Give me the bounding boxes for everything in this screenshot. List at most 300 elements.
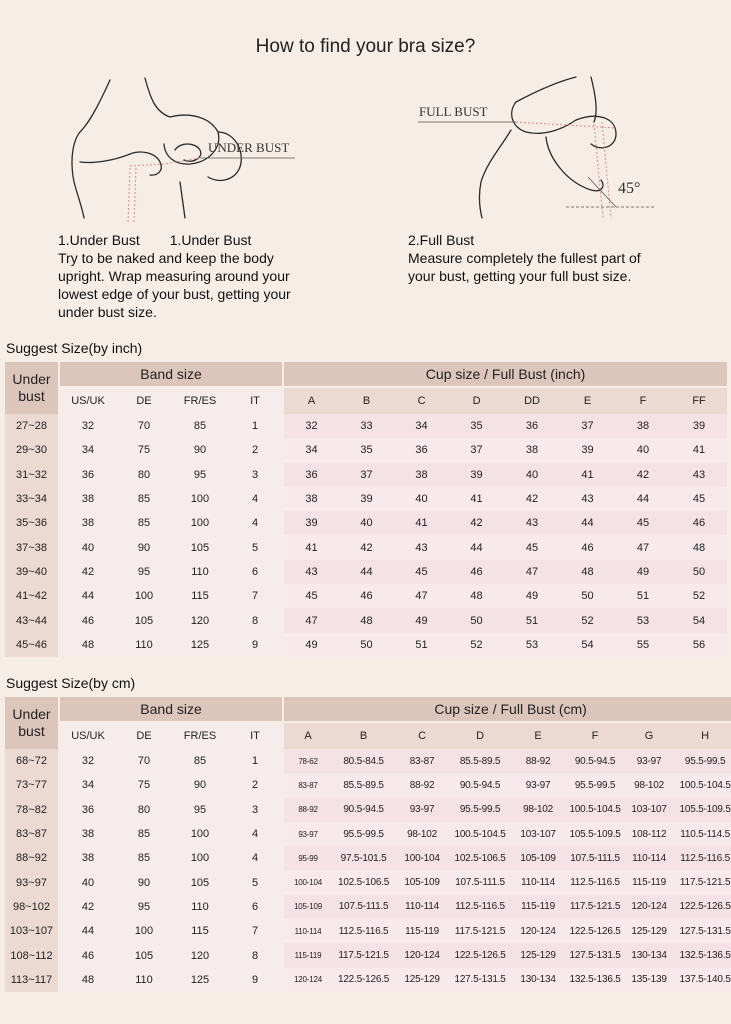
under-bust-header-line: Under (12, 371, 51, 387)
cup-cell: 39 (284, 511, 339, 535)
cup-cell: 90.5-94.5 (449, 773, 511, 797)
table-row (5, 773, 731, 797)
cup-cell: 51 (504, 608, 560, 632)
cup-cell: 97.5-101.5 (332, 846, 395, 870)
band-cell: 90 (116, 535, 172, 559)
band-cell: 46 (60, 608, 116, 632)
cup-col-header: F (565, 721, 625, 749)
under-bust-cell: 113~117 (5, 968, 60, 992)
cup-cell: 100.5-104.5 (449, 822, 511, 846)
band-cell: 105 (172, 535, 228, 559)
band-cell: 40 (60, 870, 116, 894)
cup-cell: 46 (560, 535, 615, 559)
cup-cell: 36 (504, 414, 560, 438)
band-size-header: Band size (60, 697, 284, 721)
cup-cell: 105.5-109.5 (673, 798, 731, 822)
band-col-header: DE (116, 721, 172, 749)
table-row (5, 943, 731, 967)
cup-cell: 135-139 (625, 968, 673, 992)
cup-cell: 37 (560, 414, 615, 438)
cup-col-header: H (673, 721, 731, 749)
band-cell: 100 (172, 487, 228, 511)
cup-cell: 37 (339, 463, 394, 487)
cup-col-header: A (284, 721, 332, 749)
band-cell: 95 (116, 560, 172, 584)
under-bust-text-line: Try to be naked and keep the body (58, 250, 274, 266)
band-cell: 7 (228, 919, 284, 943)
cup-cell: 55 (615, 633, 671, 657)
cup-cell: 112.5-116.5 (565, 870, 625, 894)
table-row (5, 487, 727, 511)
under-bust-cell: 37~38 (5, 535, 60, 559)
cup-cell: 122.5-126.5 (332, 968, 395, 992)
cup-cell: 42 (449, 511, 504, 535)
cup-cell: 107.5-111.5 (565, 846, 625, 870)
under-bust-cell: 83~87 (5, 822, 60, 846)
cup-cell: 49 (394, 608, 449, 632)
under-bust-heading (58, 231, 378, 249)
cup-cell: 49 (284, 633, 339, 657)
cup-cell: 132.5-136.5 (673, 943, 731, 967)
full-bust-illustration (416, 72, 666, 222)
cup-cell: 45 (284, 584, 339, 608)
table-row (5, 511, 727, 535)
cup-cell: 122.5-126.5 (565, 919, 625, 943)
band-cell: 95 (172, 463, 228, 487)
band-col-header: US/UK (60, 721, 116, 749)
cup-cell: 88-92 (395, 773, 449, 797)
cup-cell: 48 (560, 560, 615, 584)
cup-cell: 48 (449, 584, 504, 608)
band-cell: 125 (172, 968, 228, 992)
cup-cell: 45 (615, 511, 671, 535)
under-bust-cell: 31~32 (5, 463, 60, 487)
band-cell: 85 (116, 511, 172, 535)
cup-cell: 44 (560, 511, 615, 535)
under-bust-text-line: upright. Wrap measuring around your (58, 268, 290, 284)
table-row (5, 749, 731, 773)
cup-cell: 80.5-84.5 (332, 749, 395, 773)
band-cell: 6 (228, 560, 284, 584)
band-cell: 32 (60, 749, 116, 773)
band-cell: 85 (172, 414, 228, 438)
inch-size-table (5, 362, 727, 657)
band-col-header: FR/ES (172, 386, 228, 414)
cup-cell: 46 (671, 511, 727, 535)
cup-cell: 48 (339, 608, 394, 632)
cup-cell: 39 (560, 438, 615, 462)
cup-size-header: Cup size / Full Bust (cm) (284, 697, 731, 721)
band-cell: 90 (172, 773, 228, 797)
band-cell: 85 (172, 749, 228, 773)
cup-cell: 93-97 (625, 749, 673, 773)
cup-cell: 88-92 (284, 798, 332, 822)
band-cell: 95 (172, 798, 228, 822)
band-cell: 34 (60, 773, 116, 797)
band-cell: 85 (116, 487, 172, 511)
cup-cell: 38 (284, 487, 339, 511)
band-cell: 8 (228, 943, 284, 967)
band-cell: 100 (172, 511, 228, 535)
under-bust-cell: 98~102 (5, 895, 60, 919)
cup-cell: 112.5-116.5 (449, 895, 511, 919)
band-cell: 95 (116, 895, 172, 919)
cup-cell: 37 (449, 438, 504, 462)
cup-cell: 41 (449, 487, 504, 511)
cup-cell: 90.5-94.5 (565, 749, 625, 773)
band-cell: 38 (60, 511, 116, 535)
under-bust-figure (60, 72, 310, 222)
cup-cell: 105-109 (284, 895, 332, 919)
cup-cell: 110-114 (395, 895, 449, 919)
cup-cell: 50 (339, 633, 394, 657)
band-cell: 38 (60, 846, 116, 870)
band-cell: 4 (228, 487, 284, 511)
full-bust-instructions (408, 231, 708, 285)
cup-cell: 44 (449, 535, 504, 559)
band-cell: 100 (172, 822, 228, 846)
cup-col-header: C (395, 721, 449, 749)
cup-cell: 33 (339, 414, 394, 438)
band-cell: 125 (172, 633, 228, 657)
cup-col-header: F (615, 386, 671, 414)
full-bust-text-line: Measure completely the fullest part of (408, 250, 641, 266)
cup-cell: 41 (394, 511, 449, 535)
cup-cell: 56 (671, 633, 727, 657)
under-bust-cell: 39~40 (5, 560, 60, 584)
band-cell: 1 (228, 414, 284, 438)
cup-col-header: E (560, 386, 615, 414)
band-cell: 80 (116, 463, 172, 487)
band-cell: 9 (228, 633, 284, 657)
cup-cell: 42 (504, 487, 560, 511)
cup-cell: 95.5-99.5 (332, 822, 395, 846)
band-cell: 44 (60, 584, 116, 608)
cup-cell: 43 (504, 511, 560, 535)
table-row (5, 822, 731, 846)
band-cell: 105 (116, 608, 172, 632)
cup-cell: 102.5-106.5 (332, 870, 395, 894)
cup-cell: 98-102 (395, 822, 449, 846)
cup-cell: 137.5-140.5 (673, 968, 731, 992)
cup-cell: 32 (284, 414, 339, 438)
cup-cell: 46 (339, 584, 394, 608)
band-cell: 3 (228, 798, 284, 822)
cup-cell: 95.5-99.5 (565, 773, 625, 797)
cup-cell: 110.5-114.5 (673, 822, 731, 846)
under-bust-header (5, 362, 60, 414)
under-bust-cell: 45~46 (5, 633, 60, 657)
band-cell: 48 (60, 968, 116, 992)
cup-col-header: DD (504, 386, 560, 414)
cup-cell: 46 (449, 560, 504, 584)
cup-cell: 88-92 (511, 749, 565, 773)
table-row (5, 463, 727, 487)
under-bust-cell: 43~44 (5, 608, 60, 632)
cup-cell: 53 (615, 608, 671, 632)
table-row (5, 633, 727, 657)
cup-cell: 120-124 (395, 943, 449, 967)
cup-cell: 44 (615, 487, 671, 511)
cup-cell: 122.5-126.5 (449, 943, 511, 967)
cup-cell: 51 (394, 633, 449, 657)
band-cell: 70 (116, 749, 172, 773)
band-cell: 36 (60, 798, 116, 822)
band-cell: 110 (116, 968, 172, 992)
under-bust-illustration (60, 72, 310, 222)
band-cell: 110 (172, 895, 228, 919)
cup-cell: 115-119 (284, 943, 332, 967)
band-cell: 80 (116, 798, 172, 822)
band-cell: 42 (60, 560, 116, 584)
cup-cell: 83-87 (395, 749, 449, 773)
table-row (5, 560, 727, 584)
under-bust-cell: 73~77 (5, 773, 60, 797)
band-cell: 3 (228, 463, 284, 487)
under-bust-text-line: under bust size. (58, 304, 157, 320)
cup-cell: 39 (671, 414, 727, 438)
cup-cell: 108-112 (625, 822, 673, 846)
cup-cell: 115-119 (625, 870, 673, 894)
under-bust-heading-b: 1.Under Bust (169, 232, 252, 248)
cm-section-title: Suggest Size(by cm) (6, 675, 136, 691)
cup-cell: 127.5-131.5 (565, 943, 625, 967)
cup-cell: 34 (394, 414, 449, 438)
cup-cell: 100-104 (284, 870, 332, 894)
cup-cell: 100-104 (395, 846, 449, 870)
band-cell: 4 (228, 511, 284, 535)
under-bust-cell: 29~30 (5, 438, 60, 462)
band-col-header: FR/ES (172, 721, 228, 749)
cup-cell: 52 (671, 584, 727, 608)
band-cell: 105 (116, 943, 172, 967)
cup-cell: 120-124 (284, 968, 332, 992)
cup-cell: 107.5-111.5 (332, 895, 395, 919)
cup-cell: 103-107 (625, 798, 673, 822)
band-cell: 2 (228, 438, 284, 462)
cup-cell: 112.5-116.5 (673, 846, 731, 870)
band-cell: 75 (116, 438, 172, 462)
band-cell: 42 (60, 895, 116, 919)
cup-cell: 130-134 (625, 943, 673, 967)
under-bust-header (5, 697, 60, 749)
under-bust-cell: 78~82 (5, 798, 60, 822)
band-cell: 32 (60, 414, 116, 438)
under-bust-cell: 103~107 (5, 919, 60, 943)
cup-cell: 100.5-104.5 (565, 798, 625, 822)
table-row (5, 414, 727, 438)
cup-cell: 117.5-121.5 (565, 895, 625, 919)
cup-cell: 110-114 (511, 870, 565, 894)
band-cell: 120 (172, 943, 228, 967)
cup-cell: 44 (339, 560, 394, 584)
cup-cell: 54 (671, 608, 727, 632)
cup-cell: 117.5-121.5 (449, 919, 511, 943)
cup-cell: 41 (284, 535, 339, 559)
cup-cell: 95.5-99.5 (673, 749, 731, 773)
cup-cell: 42 (615, 463, 671, 487)
table-row (5, 846, 731, 870)
table-row (5, 798, 731, 822)
cup-cell: 43 (560, 487, 615, 511)
cup-cell: 85.5-89.5 (332, 773, 395, 797)
cup-cell: 105.5-109.5 (565, 822, 625, 846)
cup-col-header: C (394, 386, 449, 414)
table-row (5, 870, 731, 894)
band-cell: 70 (116, 414, 172, 438)
cup-col-header: A (284, 386, 339, 414)
under-bust-header-line: bust (18, 723, 45, 739)
cup-cell: 54 (560, 633, 615, 657)
cup-cell: 40 (504, 463, 560, 487)
cup-cell: 51 (615, 584, 671, 608)
cm-size-table (5, 697, 731, 992)
cup-cell: 115-119 (511, 895, 565, 919)
band-cell: 5 (228, 535, 284, 559)
cup-col-header: E (511, 721, 565, 749)
cup-cell: 47 (504, 560, 560, 584)
band-cell: 120 (172, 608, 228, 632)
band-cell: 7 (228, 584, 284, 608)
band-cell: 34 (60, 438, 116, 462)
cup-col-header: D (449, 721, 511, 749)
table-row (5, 608, 727, 632)
cup-cell: 40 (339, 511, 394, 535)
full-bust-figure (416, 72, 666, 222)
band-cell: 38 (60, 487, 116, 511)
under-bust-header-line: bust (18, 388, 45, 404)
inch-section-title: Suggest Size(by inch) (6, 340, 143, 356)
band-cell: 40 (60, 535, 116, 559)
band-cell: 90 (116, 870, 172, 894)
cup-cell: 127.5-131.5 (673, 919, 731, 943)
band-cell: 1 (228, 749, 284, 773)
band-cell: 44 (60, 919, 116, 943)
under-bust-text-line: lowest edge of your bust, getting your (58, 286, 291, 302)
under-bust-heading-a: 1.Under Bust (58, 232, 140, 248)
cup-cell: 50 (671, 560, 727, 584)
under-bust-instructions (58, 231, 378, 321)
cup-cell: 50 (560, 584, 615, 608)
cup-cell: 103-107 (511, 822, 565, 846)
cup-cell: 112.5-116.5 (332, 919, 395, 943)
full-bust-text-line: your bust, getting your full bust size. (408, 268, 632, 284)
cup-cell: 48 (671, 535, 727, 559)
cup-cell: 107.5-111.5 (449, 870, 511, 894)
cup-col-header: FF (671, 386, 727, 414)
band-cell: 8 (228, 608, 284, 632)
cup-cell: 45 (394, 560, 449, 584)
under-bust-cell: 33~34 (5, 487, 60, 511)
page-title: How to find your bra size? (255, 36, 476, 57)
cup-col-header: G (625, 721, 673, 749)
cup-cell: 105-109 (511, 846, 565, 870)
cup-cell: 39 (449, 463, 504, 487)
full-bust-label: FULL BUST (419, 104, 488, 119)
cup-cell: 105-109 (395, 870, 449, 894)
band-cell: 115 (172, 584, 228, 608)
cup-cell: 117.5-121.5 (673, 870, 731, 894)
cup-cell: 93-97 (395, 798, 449, 822)
band-cell: 4 (228, 846, 284, 870)
cup-cell: 78-62 (284, 749, 332, 773)
cup-cell: 115-119 (395, 919, 449, 943)
band-cell: 9 (228, 968, 284, 992)
cup-cell: 43 (284, 560, 339, 584)
cup-cell: 49 (504, 584, 560, 608)
cup-cell: 45 (504, 535, 560, 559)
cup-cell: 39 (339, 487, 394, 511)
band-cell: 4 (228, 822, 284, 846)
angle-label: 45° (618, 180, 641, 197)
cup-cell: 127.5-131.5 (449, 968, 511, 992)
table-row (5, 895, 731, 919)
cup-cell: 132.5-136.5 (565, 968, 625, 992)
under-bust-cell: 41~42 (5, 584, 60, 608)
cup-col-header: B (339, 386, 394, 414)
cup-cell: 85.5-89.5 (449, 749, 511, 773)
cup-cell: 110-114 (284, 919, 332, 943)
band-cell: 90 (172, 438, 228, 462)
cup-size-header: Cup size / Full Bust (inch) (284, 362, 727, 386)
cup-cell: 42 (339, 535, 394, 559)
cup-cell: 43 (671, 463, 727, 487)
band-cell: 38 (60, 822, 116, 846)
band-cell: 100 (116, 584, 172, 608)
cup-cell: 41 (560, 463, 615, 487)
band-cell: 100 (116, 919, 172, 943)
cup-cell: 125-129 (511, 943, 565, 967)
cup-cell: 41 (671, 438, 727, 462)
cup-cell: 130-134 (511, 968, 565, 992)
cup-cell: 117.5-121.5 (332, 943, 395, 967)
band-cell: 2 (228, 773, 284, 797)
cup-cell: 40 (615, 438, 671, 462)
table-row (5, 584, 727, 608)
full-bust-heading: 2.Full Bust (408, 232, 475, 248)
cup-col-header: D (449, 386, 504, 414)
cup-cell: 38 (394, 463, 449, 487)
band-cell: 6 (228, 895, 284, 919)
cup-cell: 47 (284, 608, 339, 632)
under-bust-cell: 27~28 (5, 414, 60, 438)
band-cell: 110 (116, 633, 172, 657)
band-cell: 36 (60, 463, 116, 487)
cup-cell: 110-114 (625, 846, 673, 870)
band-cell: 46 (60, 943, 116, 967)
cup-cell: 50 (449, 608, 504, 632)
cup-cell: 122.5-126.5 (673, 895, 731, 919)
under-bust-cell: 35~36 (5, 511, 60, 535)
band-col-header: IT (228, 721, 284, 749)
table-row (5, 535, 727, 559)
cup-cell: 43 (394, 535, 449, 559)
band-cell: 100 (172, 846, 228, 870)
band-cell: 85 (116, 846, 172, 870)
cup-cell: 45 (671, 487, 727, 511)
under-bust-cell: 108~112 (5, 943, 60, 967)
cup-cell: 95.5-99.5 (449, 798, 511, 822)
cup-cell: 100.5-104.5 (673, 773, 731, 797)
under-bust-cell: 88~92 (5, 846, 60, 870)
table-row (5, 919, 731, 943)
band-cell: 75 (116, 773, 172, 797)
cup-cell: 102.5-106.5 (449, 846, 511, 870)
cup-cell: 36 (284, 463, 339, 487)
table-row (5, 968, 731, 992)
under-bust-label: UNDER BUST (208, 140, 290, 155)
cup-cell: 125-129 (395, 968, 449, 992)
